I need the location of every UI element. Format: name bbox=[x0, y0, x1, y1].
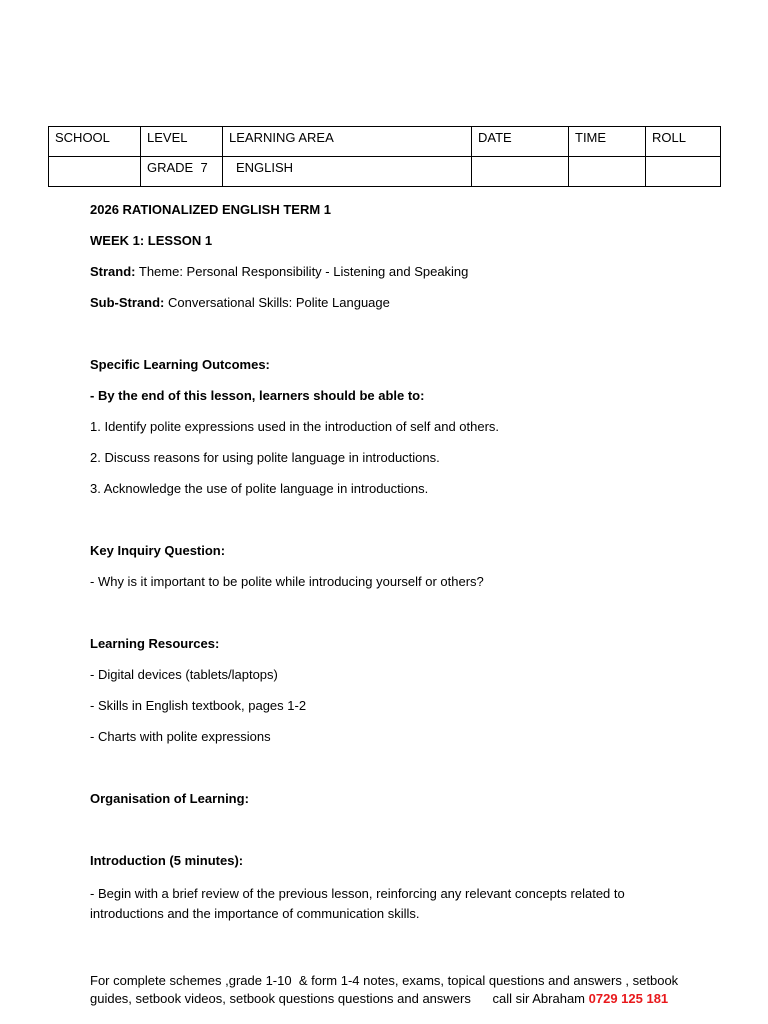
spacer bbox=[90, 822, 690, 853]
resource-item: - Digital devices (tablets/laptops) bbox=[90, 667, 278, 682]
outcome-item: 1. Identify polite expressions used in the introduction of self and others. bbox=[90, 419, 500, 434]
value-level: GRADE 7 bbox=[141, 157, 223, 187]
outcome-item: 2. Discuss reasons for using polite language in introductions. bbox=[90, 450, 440, 465]
organisation-heading: Organisation of Learning: bbox=[90, 791, 249, 806]
header-time: TIME bbox=[569, 127, 646, 157]
substrand-value: Conversational Skills: Polite Language bbox=[164, 295, 390, 310]
introduction-heading: Introduction (5 minutes): bbox=[90, 853, 244, 868]
spacer bbox=[90, 512, 690, 543]
strand-line bbox=[90, 264, 690, 295]
footer-text: For complete schemes ,grade 1-10 & form 1-4 notes, exams, topical questions and answers , setbook guides, setbook videos, setbook questions questions and answers call sir Abraham bbox=[90, 973, 682, 1006]
header-row bbox=[49, 127, 721, 157]
value-date bbox=[472, 157, 569, 187]
outcomes-heading: Specific Learning Outcomes: bbox=[90, 357, 270, 372]
doc-title: 2026 RATIONALIZED ENGLISH TERM 1 bbox=[90, 202, 332, 217]
inquiry-question: - Why is it important to be polite while introducing yourself or others? bbox=[90, 574, 484, 589]
value-roll bbox=[646, 157, 721, 187]
strand-label: Strand: bbox=[90, 264, 136, 279]
substrand-line bbox=[90, 295, 690, 326]
outcome-item: 3. Acknowledge the use of polite language in introductions. bbox=[90, 481, 429, 496]
value-time bbox=[569, 157, 646, 187]
spacer bbox=[90, 605, 690, 636]
resource-item: - Skills in English textbook, pages 1-2 bbox=[90, 698, 307, 713]
header-school: SCHOOL bbox=[49, 127, 141, 157]
lesson-header-table bbox=[48, 126, 721, 187]
substrand-label: Sub-Strand: bbox=[90, 295, 165, 310]
footer-phone: 0729 125 181 bbox=[588, 991, 669, 1006]
strand-value: Theme: Personal Responsibility - Listening and Speaking bbox=[135, 264, 469, 279]
inquiry-heading: Key Inquiry Question: bbox=[90, 543, 226, 558]
resource-item: - Charts with polite expressions bbox=[90, 729, 271, 744]
week-lesson: WEEK 1: LESSON 1 bbox=[90, 233, 213, 248]
value-school bbox=[49, 157, 141, 187]
outcomes-intro: - By the end of this lesson, learners should be able to: bbox=[90, 388, 425, 403]
spacer bbox=[90, 760, 690, 791]
spacer bbox=[90, 326, 690, 357]
footer-advert bbox=[90, 972, 690, 1008]
introduction-text: - Begin with a brief review of the previous lesson, reinforcing any relevant concepts related to introductions and the importance of communication skills. bbox=[90, 886, 625, 921]
value-learning-area: ENGLISH bbox=[223, 157, 472, 187]
header-date: DATE bbox=[472, 127, 569, 157]
resources-heading: Learning Resources: bbox=[90, 636, 220, 651]
header-learning-area: LEARNING AREA bbox=[223, 127, 472, 157]
header-roll: ROLL bbox=[646, 127, 721, 157]
value-row bbox=[49, 157, 721, 187]
header-level: LEVEL bbox=[141, 127, 223, 157]
lesson-content bbox=[90, 202, 690, 924]
